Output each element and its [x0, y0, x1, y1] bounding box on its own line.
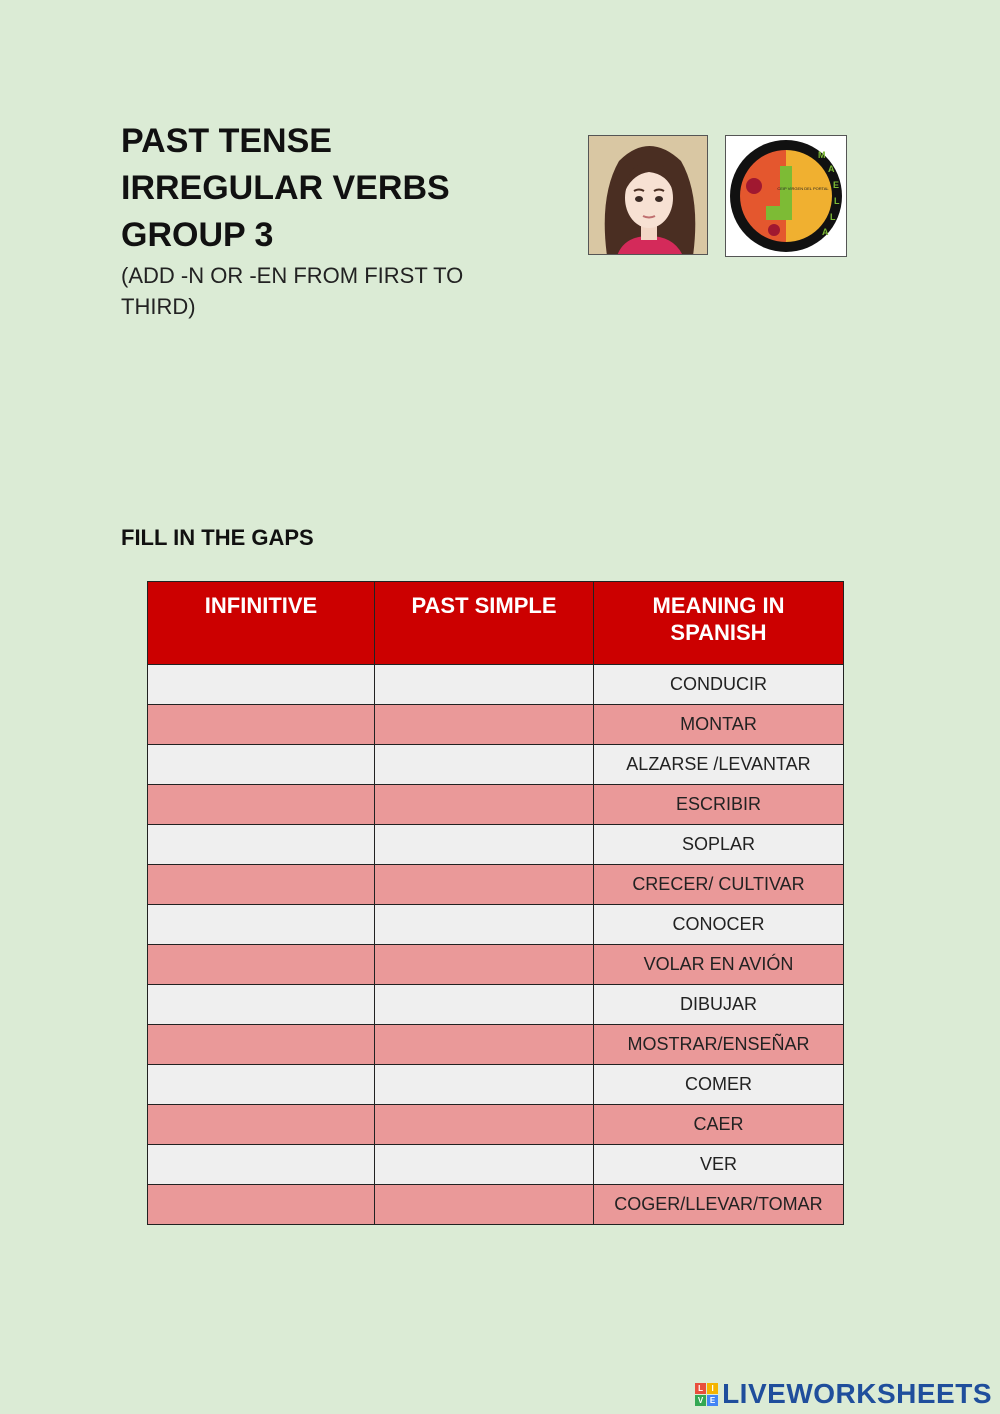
- meaning-cell: CONOCER: [594, 905, 844, 945]
- meaning-cell: SOPLAR: [594, 825, 844, 865]
- worksheet-subtitle: (ADD -N OR -EN FROM FIRST TO THIRD): [121, 263, 464, 319]
- table-row: [148, 705, 844, 745]
- table-row: [148, 865, 844, 905]
- header-past-simple: PAST SIMPLE: [375, 582, 594, 665]
- infinitive-cell[interactable]: [148, 705, 375, 745]
- logo-letter-a: A: [828, 164, 835, 174]
- past-simple-cell[interactable]: [375, 745, 594, 785]
- past-simple-cell[interactable]: [375, 1185, 594, 1225]
- table-row: [148, 1025, 844, 1065]
- table-row: [148, 1065, 844, 1105]
- past-simple-cell[interactable]: [375, 1025, 594, 1065]
- table-row: [148, 1145, 844, 1185]
- logo-tile-v: V: [695, 1395, 706, 1406]
- title-line-2: IRREGULAR VERBS: [121, 169, 450, 207]
- meaning-cell: CRECER/ CULTIVAR: [594, 865, 844, 905]
- worksheet-title: [121, 118, 450, 259]
- past-simple-cell[interactable]: [375, 705, 594, 745]
- logo-letter-e: E: [833, 180, 840, 190]
- header-infinitive: INFINITIVE: [148, 582, 375, 665]
- table-row: [148, 985, 844, 1025]
- logo-tile-i: I: [707, 1383, 718, 1394]
- meaning-cell: MOSTRAR/ENSEÑAR: [594, 1025, 844, 1065]
- past-simple-cell[interactable]: [375, 825, 594, 865]
- table-row: [148, 825, 844, 865]
- liveworksheets-footer: [695, 1378, 992, 1410]
- past-simple-cell[interactable]: [375, 985, 594, 1025]
- past-simple-cell[interactable]: [375, 785, 594, 825]
- infinitive-cell[interactable]: [148, 1065, 375, 1105]
- table-row: [148, 665, 844, 705]
- meaning-cell: VOLAR EN AVIÓN: [594, 945, 844, 985]
- infinitive-cell[interactable]: [148, 825, 375, 865]
- section-instruction: FILL IN THE GAPS: [121, 525, 314, 550]
- infinitive-cell[interactable]: [148, 905, 375, 945]
- meaning-cell: MONTAR: [594, 705, 844, 745]
- logo-letter-l2: L: [830, 212, 836, 222]
- meaning-cell: ALZARSE /LEVANTAR: [594, 745, 844, 785]
- table-header-row: [148, 582, 844, 665]
- past-simple-cell[interactable]: [375, 1105, 594, 1145]
- table-row: [148, 945, 844, 985]
- infinitive-cell[interactable]: [148, 945, 375, 985]
- logo-letter-m: M: [818, 150, 826, 160]
- table-row: [148, 905, 844, 945]
- past-simple-cell[interactable]: [375, 1145, 594, 1185]
- infinitive-cell[interactable]: [148, 1185, 375, 1225]
- teacher-avatar-image: [588, 135, 708, 255]
- meaning-cell: COMER: [594, 1065, 844, 1105]
- logo-tile-l: L: [695, 1383, 706, 1394]
- table-row: [148, 1105, 844, 1145]
- past-simple-cell[interactable]: [375, 1065, 594, 1105]
- title-line-3: GROUP 3: [121, 216, 274, 254]
- past-simple-cell[interactable]: [375, 665, 594, 705]
- verbs-table: [147, 581, 844, 1225]
- liveworksheets-logo-icon: [695, 1383, 718, 1406]
- meaning-cell: COGER/LLEVAR/TOMAR: [594, 1185, 844, 1225]
- infinitive-cell[interactable]: [148, 745, 375, 785]
- logo-letter-a2: A: [822, 227, 829, 237]
- table-row: [148, 785, 844, 825]
- past-simple-cell[interactable]: [375, 905, 594, 945]
- infinitive-cell[interactable]: [148, 985, 375, 1025]
- past-simple-cell[interactable]: [375, 945, 594, 985]
- infinitive-cell[interactable]: [148, 1145, 375, 1185]
- infinitive-cell[interactable]: [148, 1105, 375, 1145]
- logo-tile-e: E: [707, 1395, 718, 1406]
- logo-center-text: CEIP VIRGEN DEL PORTAL: [777, 186, 829, 191]
- meaning-cell: ESCRIBIR: [594, 785, 844, 825]
- table-row: [148, 745, 844, 785]
- infinitive-cell[interactable]: [148, 785, 375, 825]
- header-meaning: MEANING IN SPANISH: [594, 582, 844, 665]
- past-simple-cell[interactable]: [375, 865, 594, 905]
- infinitive-cell[interactable]: [148, 865, 375, 905]
- infinitive-cell[interactable]: [148, 1025, 375, 1065]
- meaning-cell: CONDUCIR: [594, 665, 844, 705]
- meaning-cell: DIBUJAR: [594, 985, 844, 1025]
- meaning-cell: CAER: [594, 1105, 844, 1145]
- title-line-1: PAST TENSE: [121, 122, 332, 160]
- table-row: [148, 1185, 844, 1225]
- meaning-cell: VER: [594, 1145, 844, 1185]
- logo-letter-l1: L: [834, 196, 840, 206]
- school-logo-image: [725, 135, 847, 257]
- liveworksheets-brand: LIVEWORKSHEETS: [722, 1378, 992, 1409]
- infinitive-cell[interactable]: [148, 665, 375, 705]
